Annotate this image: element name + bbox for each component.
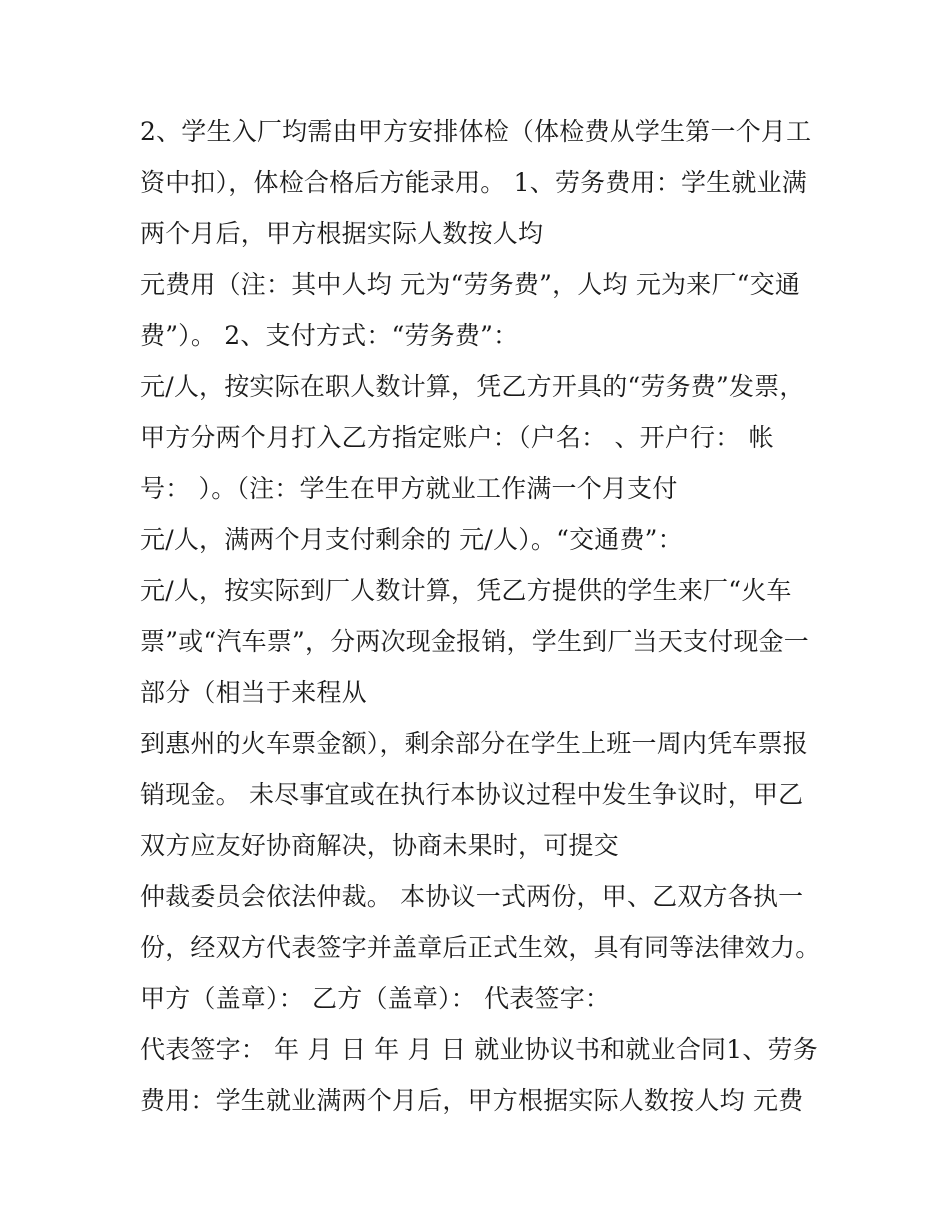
text-line: 甲方（盖章）： 乙方（盖章）： 代表签字： <box>140 984 611 1013</box>
text-line: 到惠州的火车票金额），剩余部分在学生上班一周内凭车票报 <box>140 729 808 758</box>
text-line: 费用：学生就业满两个月后，甲方根据实际人数按人均 元费 <box>140 1086 804 1115</box>
text-line: 元/人，满两个月支付剩余的 元/人）。“交通费”： <box>140 525 683 554</box>
text-line: 资中扣），体检合格后方能录用。 1、劳务费用：学生就业满 <box>140 168 807 197</box>
text-line: 费”）。 2、支付方式：“劳务费”： <box>140 321 519 350</box>
text-line: 两个月后，甲方根据实际人数按人均 <box>140 219 544 248</box>
text-line: 仲裁委员会依法仲裁。 本协议一式两份，甲、乙双方各执一 <box>140 882 804 911</box>
text-line: 甲方分两个月打入乙方指定账户：（户名： 、开户行： 帐 <box>140 423 774 452</box>
text-line: 元/人，按实际在职人数计算，凭乙方开具的“劳务费”发票， <box>140 372 805 401</box>
text-line: 双方应友好协商解决，协商未果时，可提交 <box>140 831 619 860</box>
text-line: 号： ）。（注：学生在甲方就业工作满一个月支付 <box>140 474 678 503</box>
text-line: 元/人，按实际到厂人数计算，凭乙方提供的学生来厂“火车 <box>140 576 792 605</box>
text-line: 票”或“汽车票”，分两次现金报销，学生到厂当天支付现金一 <box>140 627 809 656</box>
text-line: 销现金。 未尽事宜或在执行本协议过程中发生争议时，甲乙 <box>140 780 804 809</box>
text-line: 份，经双方代表签字并盖章后正式生效，具有同等法律效力。 <box>140 933 821 962</box>
document-body <box>140 106 820 1126</box>
text-line: 2、学生入厂均需由甲方安排体检（体检费从学生第一个月工 <box>140 117 812 146</box>
text-line: 代表签字： 年 月 日 年 月 日 就业协议书和就业合同1、劳务 <box>140 1035 818 1064</box>
text-line: 元费用（注：其中人均 元为“劳务费”，人均 元为来厂“交通 <box>140 270 801 299</box>
text-line: 部分（相当于来程从 <box>140 678 367 707</box>
